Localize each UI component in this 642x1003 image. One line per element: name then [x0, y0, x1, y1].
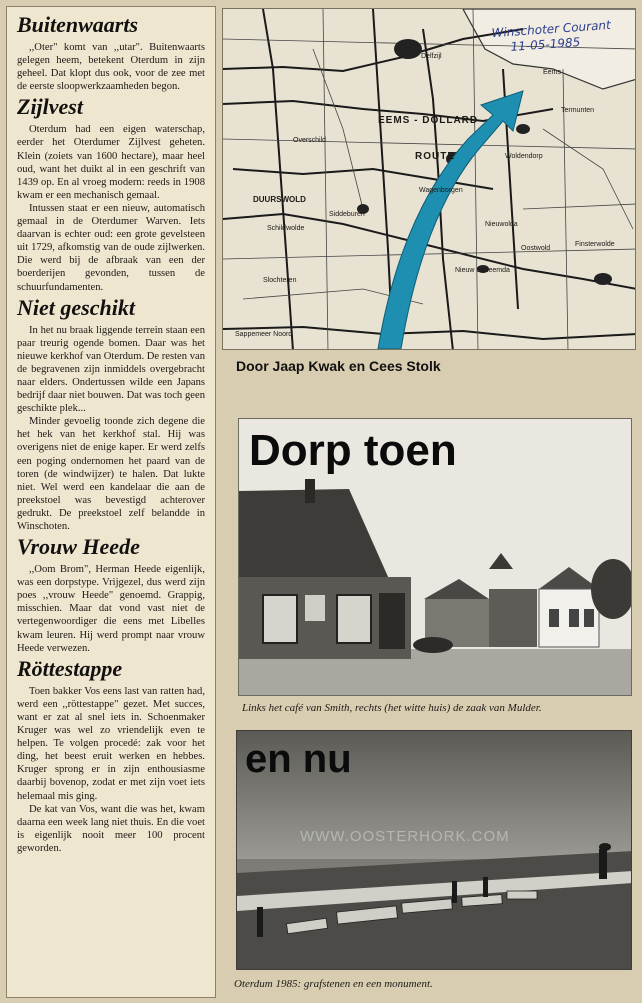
map-label-overschild: Overschild	[293, 137, 327, 144]
map-label-nieuwolda: Nieuwolda	[485, 221, 518, 228]
route-arrow-icon	[378, 91, 523, 349]
heading-zijlvest: Zijlvest	[17, 94, 83, 120]
paragraph-zijlvest-1: Oterdum had een eigen waterschap, eerder het Oterdumer Zijlvest geheten. Klein (zoiets van 1600 hectare), maar heel oud, want het duikt al in een geschrift van 1439 op. En al vroeg modern: reeds in 1908 kwam er een mechanisch gemaal.	[17, 124, 205, 201]
heading-vrouw-heede: Vrouw Heede	[17, 534, 140, 560]
route-map	[222, 8, 636, 350]
map-label-siddeburen: Siddeburen	[329, 211, 365, 218]
paragraph-rottestappe-2: De kat van Vos, want die was het, kwam daarna een week lang niet thuis. En die voet is eigenlijk nooit meer 100 procent geworden.	[17, 803, 205, 854]
map-label-slochteren: Slochteren	[263, 277, 297, 284]
stamp-paper-name: Winschoter Courant	[491, 17, 612, 41]
photo-village-now	[236, 730, 632, 970]
photo-village-then	[238, 418, 632, 696]
map-label-eems-dollard: EEMS - DOLLARD	[378, 115, 479, 126]
stamp-date: 11-05-1985	[510, 35, 581, 54]
map-label-nieuw-scheemda: Nieuw Scheemda	[455, 267, 510, 274]
map-label-delfzijl: Delfzijl	[421, 53, 442, 60]
title-en-nu: en nu	[245, 737, 352, 781]
map-label-eems: Eems	[543, 69, 561, 76]
article-left-column	[6, 6, 216, 998]
paragraph-vrouw-heede: ,,Oom Brom", Herman Heede eigenlijk, was een dorpstype. Vrijgezel, dus werd zijn poes ,,vrouw Heede" genoemd. Grappig, misschien. Maar dat vond vast niet de vertegenwoordiger die eens met Libelles kwam leuren. Hij werd prompt naar vrouw Heede verwezen.	[17, 564, 205, 654]
heading-rottestappe: Röttestappe	[17, 655, 123, 681]
paragraph-niet-geschikt-2: Minder gevoelig toonde zich degene die het hek van het kerkhof stal. Hij was overigens niet de enige kaper. Er werd zelfs een poging ondernomen het paard van de toren (de windwijzer) te halen. Dat lukte niet. Wel werd een kandelaar die aan de preekstoel was bevestigd achterover gedrukt. De preekstoel zelf belandde in Winschoten.	[17, 416, 205, 532]
paragraph-rottestappe-1: Toen bakker Vos eens last van ratten had, werd een ,,röttestappe" gezet. Met succes, want er zat al snel iets in. Schoenmaker Kruger was wel zo vriendelijk even te helpen. Te volgen procedé: zak voor het ding, het beest eruit werken en hebbes. Kruger sprong er in zijn enthousiasme daarbij bovenop, zodat er met zijn voet iets helemaal mis ging.	[17, 685, 205, 802]
map-label-route: ROUTE	[415, 151, 455, 162]
map-label-sappemeer: Sappemeer Noord	[235, 331, 293, 338]
map-label-finsterwolde: Finsterwolde	[575, 241, 615, 248]
map-label-woldendorp: Woldendorp	[505, 153, 543, 160]
paragraph-niet-geschikt-1: In het nu braak liggende terrein staan een paar treurig ogende bomen. Daar was het nieuwe kerkhof van Oterdum. De resten van de begravenen zijn inmiddels overgebracht naar elders. Ondertussen wilde een Japans bedrijf daar niet bouwen. Dat was toch geen geschikte plek...	[17, 324, 205, 415]
map-label-termunten: Termunten	[561, 107, 595, 114]
title-dorp-toen: Dorp toen	[249, 426, 457, 475]
caption-village-then: Links het café van Smith, rechts (het witte huis) de zaak van Mulder.	[242, 702, 542, 714]
map-graphic	[223, 9, 636, 350]
paragraph-zijlvest-2: Intussen staat er een nieuw, automatisch gemaal in de Oterdumer Warven. Iets daarvan is echter oud: een grote gevelsteen uit 1729, afkomstig van de oude zijlwerken. Die werd bij de afbraak van een der boerderijen gevonden, tussen de schuurfundamenten.	[17, 202, 205, 293]
caption-village-now: Oterdum 1985: grafstenen en een monument.	[234, 978, 433, 990]
map-label-oostwold: Oostwold	[521, 245, 551, 252]
heading-niet-geschikt: Niet geschikt	[17, 294, 135, 320]
map-label-duurswold: DUURSWOLD	[253, 195, 306, 204]
map-label-schildwolde: Schildwolde	[267, 225, 305, 232]
heading-buitenwaarts: Buitenwaarts	[17, 12, 139, 37]
byline: Door Jaap Kwak en Cees Stolk	[236, 358, 441, 374]
watermark: WWW.OOSTERHORK.COM	[300, 828, 510, 845]
map-label-wagenborgen: Wagenborgen	[419, 187, 463, 194]
paragraph-buitenwaarts: ,,Oter" komt van ,,utar". Buitenwaarts gelegen heem, betekent Oterdum in zijn geheel. Dat klopt dus ook, voor de zee met de eerste sloopwerkzaamheden begon.	[17, 42, 205, 93]
